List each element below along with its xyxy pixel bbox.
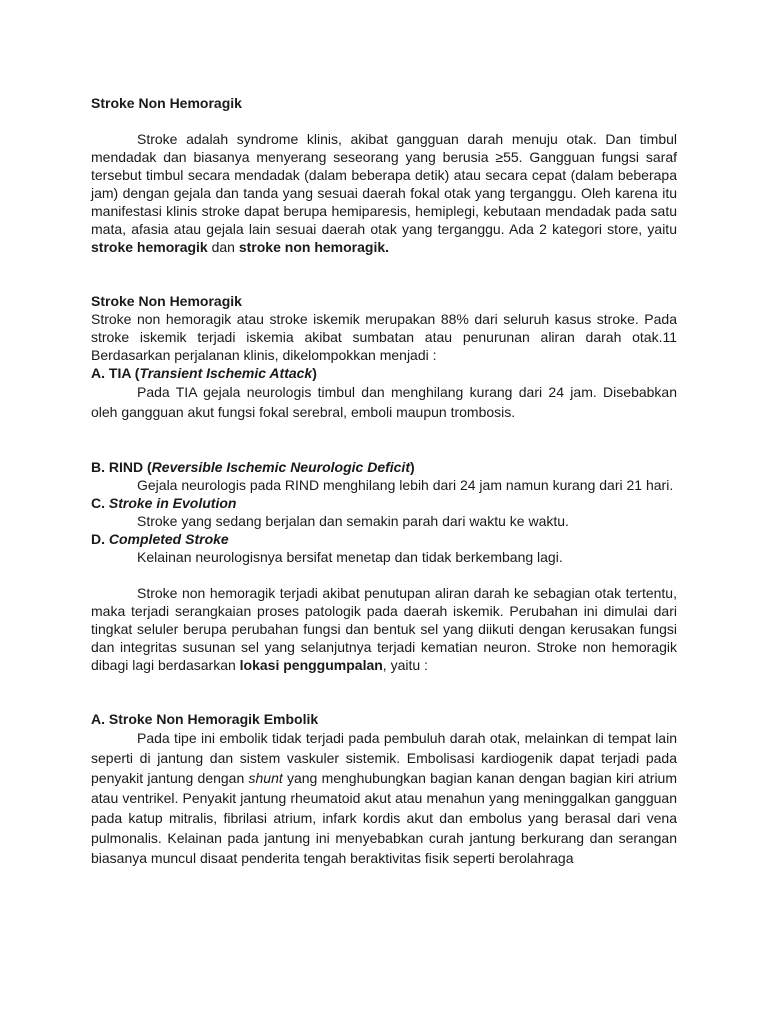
item-d-term: Completed Stroke	[108, 531, 229, 547]
item-c-heading	[91, 494, 677, 512]
item-b-heading	[91, 458, 677, 476]
spacer	[91, 256, 677, 292]
item-b-prefix: B. RIND (	[91, 459, 152, 475]
conjunction: dan	[207, 239, 239, 255]
item-a-suffix: )	[312, 365, 317, 381]
item-c-term: Stroke in Evolution	[108, 495, 237, 511]
section1-paragraph	[91, 130, 677, 256]
term-stroke-non-hemoragik: stroke non hemoragik.	[238, 239, 390, 255]
item-d-text: Kelainan neurologisnya bersifat menetap dan tidak berkembang lagi.	[137, 549, 563, 565]
section2-title: Stroke Non Hemoragik	[91, 293, 242, 309]
item-d-prefix: D.	[91, 531, 109, 547]
item-c-prefix: C.	[91, 495, 109, 511]
section3-text-2: yang menghubungkan bagian kanan dengan bagian kiri atrium atau ventrikel. Penyakit jantung rheumatoid akut atau menahun yang meninggalkan gangguan pada katup mitralis, fibrilasi atrium, infark kordis akut dan embolus yang berasal dari vena pulmonalis. Kelainan pada jantung ini menyebabkan curah jantung berkurang dan serangan biasanya muncul disaat penderita tengah beraktivitas fisik seperti berolahraga	[91, 770, 677, 866]
item-a-heading	[91, 364, 677, 382]
spacer	[91, 422, 677, 458]
item-c-text: Stroke yang sedang berjalan dan semakin parah dari waktu ke waktu.	[137, 513, 569, 529]
term-shunt: shunt	[248, 770, 283, 786]
item-b-suffix: )	[410, 459, 415, 475]
section2-paragraph	[91, 584, 677, 674]
section1-text: Stroke adalah syndrome klinis, akibat gangguan darah menuju otak. Dan timbul mendadak dan biasanya menyerang seseorang yang berusia ≥55. Gangguan fungsi saraf tersebut timbul secara mendadak (dalam beberapa detik) atau secara cepat (dalam beberapa jam) dengan gejala dan tanda yang sesuai daerah fokal otak yang terganggu. Oleh karena itu manifestasi klinis stroke dapat berupa hemiparesis, hemiplegi, kebutaan mendadak pada satu mata, afasia atau gejala lain sesuai daerah otak yang terganggu. Ada 2 kategori store, yaitu	[91, 131, 677, 237]
section3-text-1: Pada tipe ini embolik tidak terjadi pada pembuluh darah otak, melainkan di tempat lain seperti di jantung dan sistem vaskuler sistemik. Embolisasi kardiogenik dapat terjadi pada penyakit jantung dengan	[91, 730, 677, 786]
term-stroke-hemoragik: stroke hemoragik	[91, 239, 208, 255]
item-d-heading	[91, 530, 677, 548]
item-b-text: Gejala neurologis pada RIND menghilang lebih dari 24 jam namun kurang dari 21 hari.	[137, 477, 674, 493]
section3-paragraph	[91, 728, 677, 868]
item-b-term: Reversible Ischemic Neurologic Deficit	[151, 459, 410, 475]
item-a-term: Transient Ischemic Attack	[139, 365, 313, 381]
section3-title: A. Stroke Non Hemoragik Embolik	[91, 711, 319, 727]
section2-intro: Stroke non hemoragik atau stroke iskemik merupakan 88% dari seluruh kasus stroke. Pada stroke iskemik terjadi iskemia akibat sumbatan atau penurunan aliran darah otak.11 Berdasarkan perjalanan klinis, dikelompokkan menjadi :	[91, 311, 677, 363]
item-a-text: Pada TIA gejala neurologis timbul dan menghilang kurang dari 24 jam. Disebabkan oleh gangguan akut fungsi fokal serebral, emboli maupun trombosis.	[91, 384, 677, 420]
section2-text-end: , yaitu :	[382, 657, 428, 673]
section2-text: Stroke non hemoragik terjadi akibat penutupan aliran darah ke sebagian otak tertentu, maka terjadi serangkaian proses patologik pada daerah iskemik. Perubahan ini dimulai dari tingkat seluler berupa perubahan fungsi dan bentuk sel yang diikuti dengan kerusakan fungsi dan integritas susunan sel yang selanjutnya terjadi kematian neuron. Stroke non hemoragik dibagi lagi berdasarkan	[91, 585, 677, 673]
spacer	[91, 566, 677, 584]
document-page	[91, 94, 677, 868]
term-lokasi-penggumpalan: lokasi penggumpalan	[239, 657, 383, 673]
item-a-prefix: A. TIA (	[91, 365, 140, 381]
spacer	[91, 674, 677, 710]
section1-title: Stroke Non Hemoragik	[91, 95, 242, 111]
spacer	[91, 112, 677, 130]
